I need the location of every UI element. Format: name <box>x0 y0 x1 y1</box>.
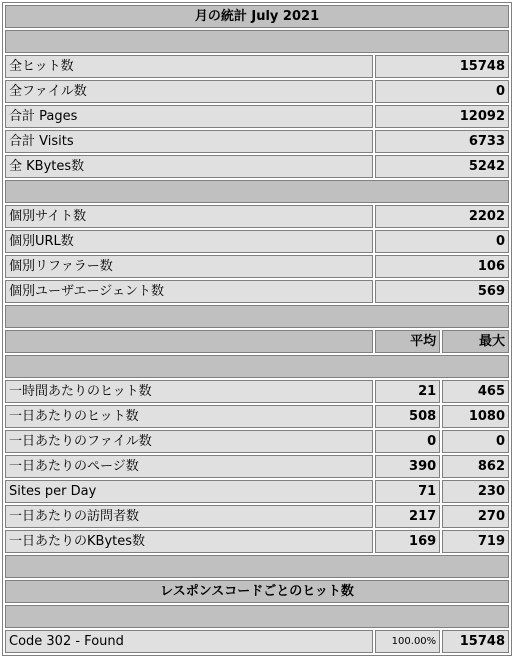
response-code-percent: 100.00% <box>375 630 440 653</box>
avg-value: 390 <box>375 455 440 478</box>
average-row <box>5 430 509 453</box>
avg-value: 217 <box>375 505 440 528</box>
avg-value: 21 <box>375 380 440 403</box>
max-value: 0 <box>442 430 509 453</box>
stat-value: 5242 <box>375 155 509 178</box>
average-row <box>5 530 509 553</box>
stat-label: 一時間あたりのヒット数 <box>5 380 373 403</box>
stat-row-unique-urls <box>5 230 509 253</box>
stat-label: 一日あたりの訪問者数 <box>5 505 373 528</box>
avg-value: 169 <box>375 530 440 553</box>
stat-label: 全ファイル数 <box>5 80 373 103</box>
separator <box>5 30 509 53</box>
avg-value: 508 <box>375 405 440 428</box>
stat-label: 個別ユーザエージェント数 <box>5 280 373 303</box>
stat-label: 一日あたりのヒット数 <box>5 405 373 428</box>
response-code-value: 15748 <box>442 630 509 653</box>
column-header-max: 最大 <box>442 330 509 353</box>
stat-label: 個別URL数 <box>5 230 373 253</box>
stat-row-total-hits <box>5 55 509 78</box>
stat-value: 15748 <box>375 55 509 78</box>
max-value: 270 <box>442 505 509 528</box>
stat-row-total-visits <box>5 130 509 153</box>
monthly-stats-table <box>2 2 512 656</box>
stat-label: 合計 Pages <box>5 105 373 128</box>
stat-label: 個別リファラー数 <box>5 255 373 278</box>
separator <box>5 355 509 378</box>
separator <box>5 305 509 328</box>
max-value: 862 <box>442 455 509 478</box>
section-title: レスポンスコードごとのヒット数 <box>5 580 509 603</box>
separator <box>5 555 509 578</box>
response-code-label: Code 302 - Found <box>5 630 373 653</box>
avg-value: 71 <box>375 480 440 503</box>
max-value: 719 <box>442 530 509 553</box>
stat-value: 569 <box>375 280 509 303</box>
stat-value: 2202 <box>375 205 509 228</box>
average-row <box>5 455 509 478</box>
stat-label: 一日あたりのKBytes数 <box>5 530 373 553</box>
averages-header-row <box>5 330 509 353</box>
title-row <box>5 5 509 28</box>
stat-label: 一日あたりのファイル数 <box>5 430 373 453</box>
stat-row-unique-referrers <box>5 255 509 278</box>
separator <box>5 605 509 628</box>
stat-label: 合計 Visits <box>5 130 373 153</box>
stat-label: 個別サイト数 <box>5 205 373 228</box>
averages-header-blank <box>5 330 373 353</box>
stat-row-unique-sites <box>5 205 509 228</box>
max-value: 230 <box>442 480 509 503</box>
stat-label: 一日あたりのページ数 <box>5 455 373 478</box>
max-value: 1080 <box>442 405 509 428</box>
response-codes-header-row <box>5 580 509 603</box>
page-title: 月の統計 July 2021 <box>5 5 509 28</box>
stat-row-unique-user-agents <box>5 280 509 303</box>
average-row <box>5 380 509 403</box>
average-row <box>5 505 509 528</box>
stat-row-total-files <box>5 80 509 103</box>
stat-label: 全 KBytes数 <box>5 155 373 178</box>
stat-label: Sites per Day <box>5 480 373 503</box>
column-header-avg: 平均 <box>375 330 440 353</box>
stat-value: 0 <box>375 80 509 103</box>
stat-row-total-kbytes <box>5 155 509 178</box>
average-row <box>5 405 509 428</box>
stat-value: 106 <box>375 255 509 278</box>
stat-label: 全ヒット数 <box>5 55 373 78</box>
avg-value: 0 <box>375 430 440 453</box>
response-code-row <box>5 630 509 653</box>
stat-value: 6733 <box>375 130 509 153</box>
max-value: 465 <box>442 380 509 403</box>
separator <box>5 180 509 203</box>
stat-row-total-pages <box>5 105 509 128</box>
stat-value: 12092 <box>375 105 509 128</box>
stat-value: 0 <box>375 230 509 253</box>
average-row <box>5 480 509 503</box>
